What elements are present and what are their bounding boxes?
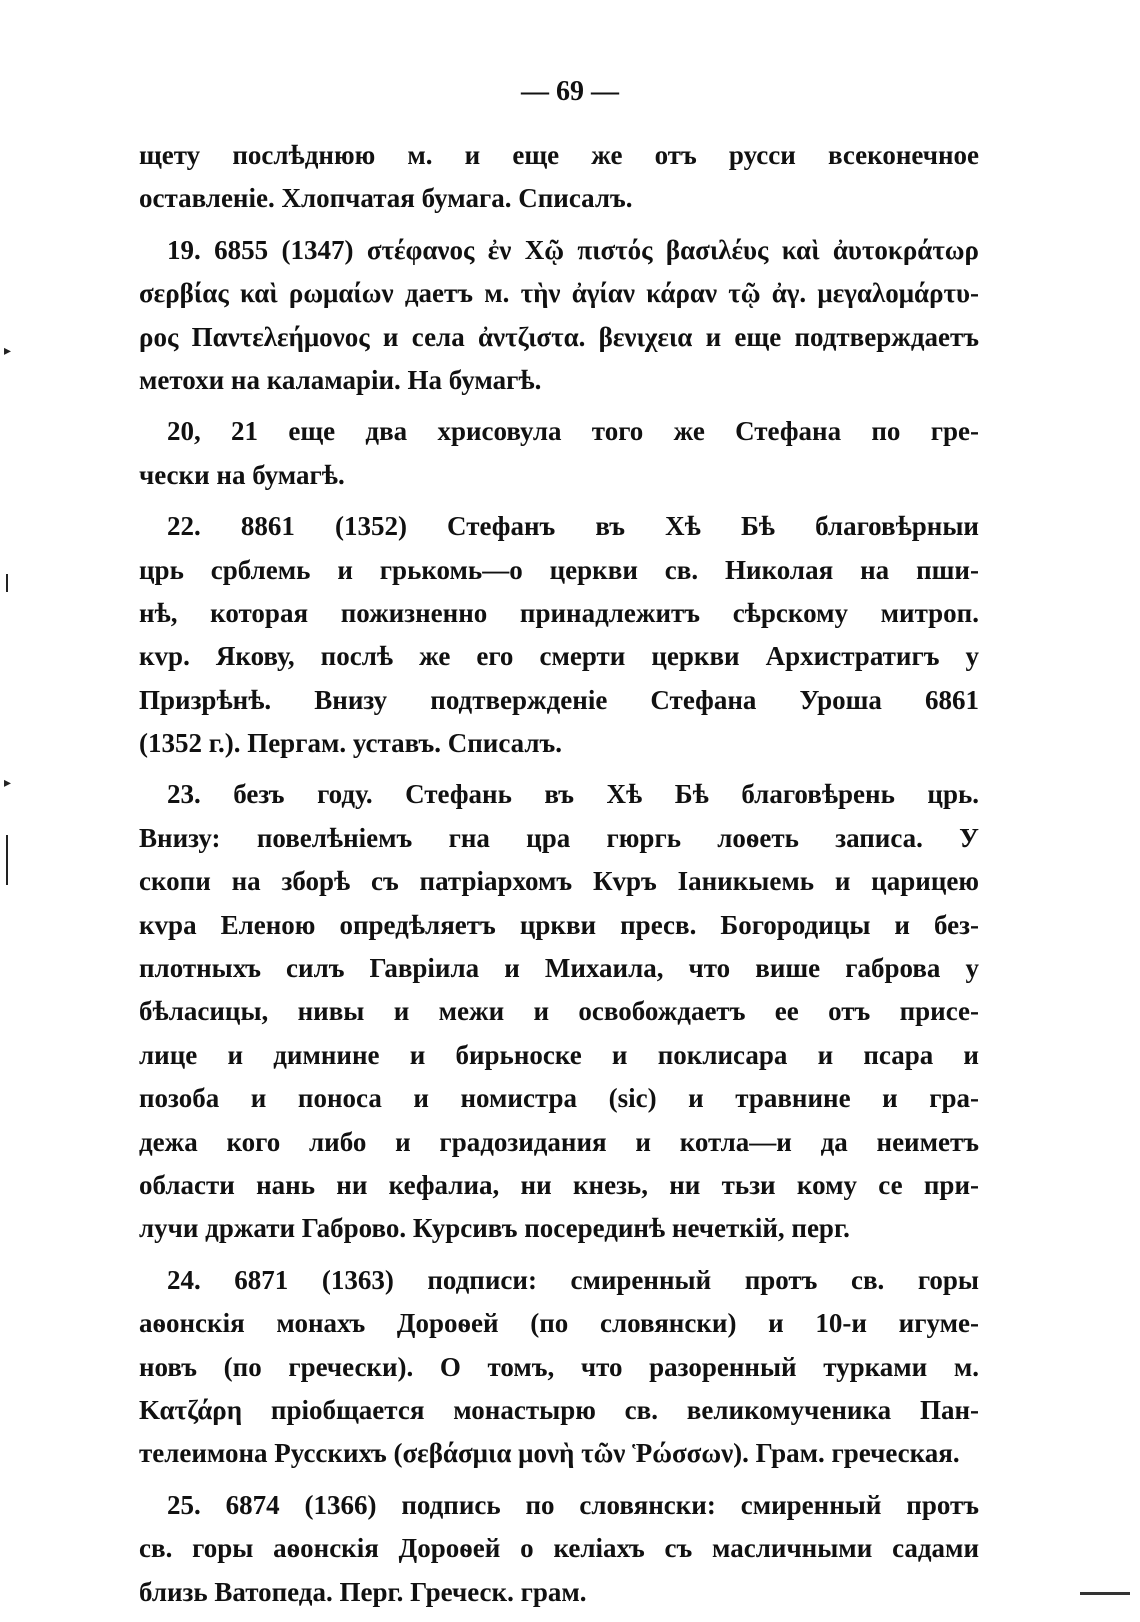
text-line: 25. 6874 (1366) подпись по словянски: смиренный протъ: [167, 1489, 979, 1520]
text-line: лице и димнине и бирьноске и поклисара и псара и: [139, 1039, 979, 1070]
text-line: щету послѣднюю м. и еще же отъ русси всеконечное: [139, 140, 979, 170]
text-line: оставленіе. Хлопчатая бумага. Списалъ.: [139, 183, 633, 214]
text-line: телеимона Русскихъ (σεβάσμια μονὴ τῶν Ῥώσσων). Грам. греческая.: [139, 1438, 960, 1469]
entry-25: [139, 1484, 979, 1614]
text-line: Внизу: повелѣніемъ гна цра гюргь лоѳеть записа. У: [139, 822, 979, 853]
text-line: 24. 6871 (1363) подписи: смиренный протъ св. горы: [167, 1264, 979, 1295]
text-line: области нань ни кефалиа, ни кнезь, ни тьзи кому се при-: [139, 1169, 979, 1200]
margin-mark-dot: ▸: [4, 775, 12, 791]
text-line: црь срблемь и грькомь—о церкви св. Николая на пши-: [139, 554, 979, 585]
text-line: кvр. Якову, послѣ же его смерти церкви Архистратигъ у: [139, 641, 979, 672]
text-line: 19. 6855 (1347) στέφανος ἐν Χῷ πιστός βασιλέυς καὶ ἀυτοκράτωρ: [167, 234, 979, 265]
text-line: дежа кого либо и градозидания и котла—и да неиметъ: [139, 1126, 979, 1157]
text-line: лучи држати Габрово. Курсивъ посерединѣ нечеткій, перг.: [139, 1213, 850, 1244]
text-line: метохи на каламаріи. На бумагѣ.: [139, 364, 542, 395]
text-line: близь Ватопеда. Перг. Греческ. грам.: [139, 1576, 587, 1607]
text-line: скопи на зборѣ съ патріархомъ Кvръ Іаникыемь и царицею: [139, 866, 979, 897]
margin-mark-line: [6, 835, 8, 885]
text-line: 22. 8861 (1352) Стефанъ въ Хѣ Бѣ благовѣрныи: [167, 511, 979, 542]
text-line: плотныхъ силъ Гавріила и Михаила, что више габрова у: [139, 953, 979, 984]
entry-continuation: [139, 134, 979, 221]
entry-23: [139, 773, 979, 1250]
document-body: [139, 134, 979, 1622]
text-line: кvра Еленою опредѣляетъ цркви пресв. Богородицы и без-: [139, 909, 979, 940]
text-line: бѣласицы, нивы и межи и освобождаетъ ее отъ присе-: [139, 996, 979, 1027]
margin-mark-dot: ▸: [4, 343, 12, 359]
page-number: — 69 —: [521, 76, 619, 107]
text-line: новъ (по гречески). О томъ, что разоренный турками м.: [139, 1351, 979, 1382]
text-line: Κατζάρη пріобщается монастырю св. великомученика Пан-: [139, 1394, 979, 1425]
margin-mark-line: [6, 574, 8, 592]
text-line: нѣ, которая пожизненно принадлежитъ сѣрскому митроп.: [139, 597, 979, 628]
text-line: σερβίας καὶ ρωμαίων даетъ м. τὴν ἀγίαν κάραν τῷ ἀγ. μεγαλομάρτυ-: [139, 278, 979, 309]
entry-20-21: [139, 410, 979, 497]
text-line: 20, 21 еще два хрисовула того же Стефана по гре-: [167, 416, 979, 447]
text-line: 23. безъ году. Стефань въ Хѣ Бѣ благовѣрень црь.: [167, 779, 979, 810]
corner-rule: [1080, 1592, 1130, 1595]
text-line: св. горы аѳонскія Дороѳей о келіахъ съ масличными садами: [139, 1533, 979, 1564]
entry-19: [139, 229, 979, 403]
text-line: (1352 г.). Пергам. уставъ. Списалъ.: [139, 728, 563, 759]
entry-24: [139, 1259, 979, 1476]
text-line: аѳонскія монахъ Дороѳей (по словянски) и 10-и игуме-: [139, 1308, 979, 1339]
text-line: позоба и поноса и номистра (sic) и травнине и гра-: [139, 1083, 979, 1114]
text-line: чески на бумагѣ.: [139, 459, 345, 490]
entry-22: [139, 505, 979, 765]
text-line: Призрѣнѣ. Внизу подтвержденіе Стефана Уроша 6861: [139, 684, 979, 715]
text-line: ρος Παντελεήμονος и села ἀντζιστα. βενιχεια и еще подтверждаетъ: [139, 321, 979, 352]
